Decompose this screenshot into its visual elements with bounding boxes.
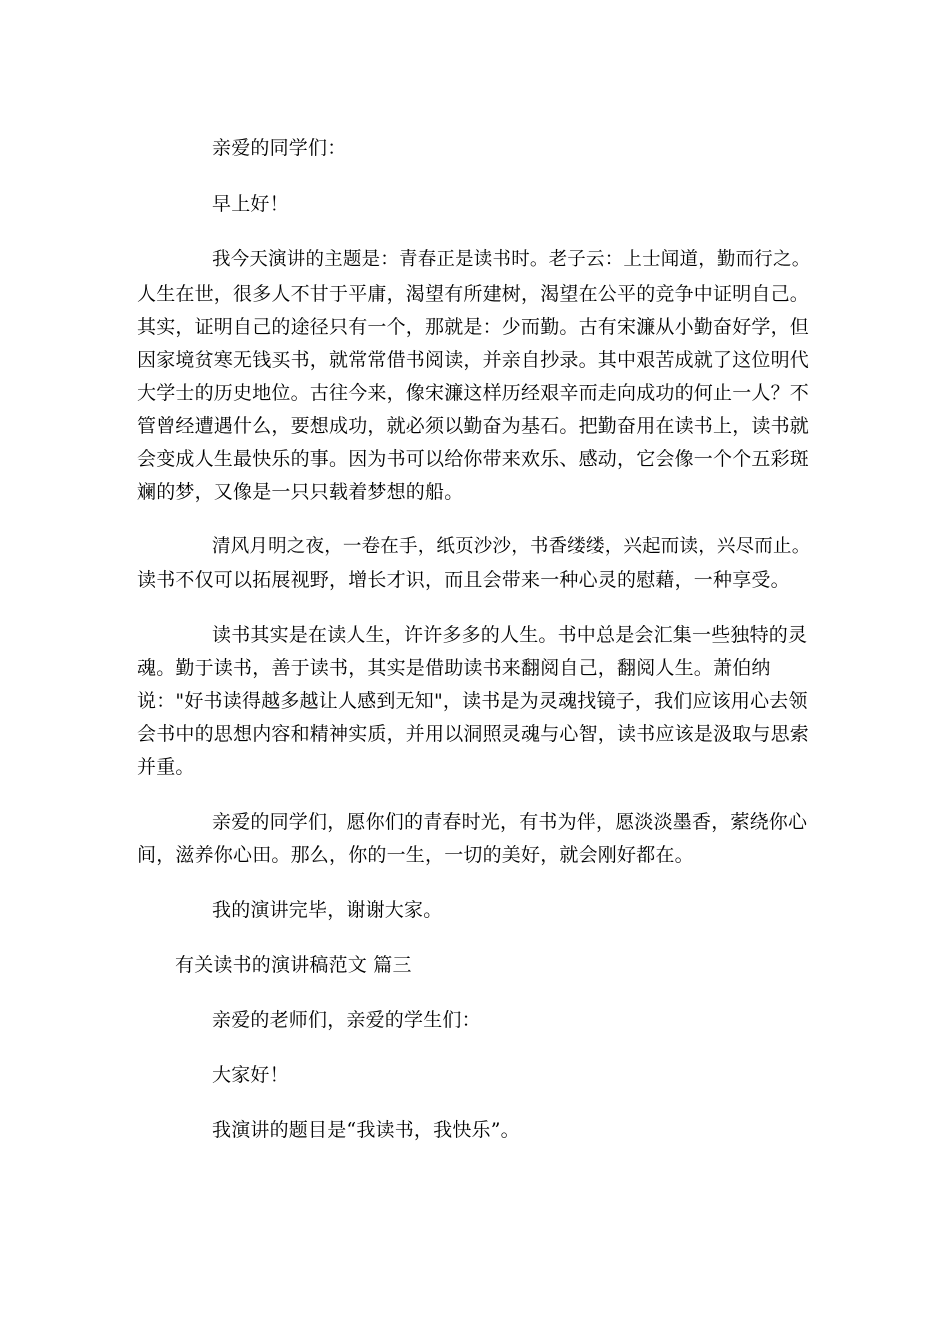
closing-line: 我的演讲完毕，谢谢大家。 — [212, 899, 443, 921]
section-heading: 有关读书的演讲稿范文 篇三 — [175, 954, 412, 976]
paragraph-line: 读书不仅可以拓展视野，增长才识，而且会带来一种心灵的慰藉，一种享受。 — [137, 569, 790, 591]
paragraph-line: 会变成人生最快乐的事。因为书可以给你带来欢乐、感动，它会像一个个五彩斑 — [137, 448, 810, 470]
paragraph-line: 读书其实是在读人生，许许多多的人生。书中总是会汇集一些独特的灵 — [212, 624, 808, 646]
topic-line: 我演讲的题目是“我读书，我快乐”。 — [212, 1119, 520, 1141]
paragraph-line: 管曾经遭遇什么，要想成功，就必须以勤奋为基石。把勤奋用在读书上，读书就 — [137, 415, 810, 437]
greeting: 大家好！ — [212, 1064, 289, 1086]
paragraph-line: 魂。勤于读书，善于读书，其实是借助读书来翻阅自己，翻阅人生。萧伯纳 — [137, 657, 771, 679]
paragraph-line: 其实，证明自己的途径只有一个，那就是：少而勤。古有宋濂从小勤奋好学，但 — [137, 316, 810, 338]
paragraph-line: 人生在世，很多人不甘于平庸，渴望有所建树，渴望在公平的竞争中证明自己。 — [137, 283, 810, 305]
paragraph-line: 斓的梦，又像是一只只载着梦想的船。 — [137, 481, 464, 503]
greeting: 早上好！ — [212, 193, 289, 215]
salutation: 亲爱的同学们： — [212, 137, 347, 159]
paragraph-line: 间，滋养你心田。那么，你的一生，一切的美好，就会刚好都在。 — [137, 844, 694, 866]
paragraph-line: 因家境贫寒无钱买书，就常常借书阅读，并亲自抄录。其中艰苦成就了这位明代 — [137, 349, 810, 371]
paragraph-line: 会书中的思想内容和精神实质，并用以洞照灵魂与心智，读书应该是汲取与思索 — [137, 723, 810, 745]
paragraph-line: 大学士的历史地位。古往今来，像宋濂这样历经艰辛而走向成功的何止一人？不 — [137, 382, 810, 404]
paragraph-line: 我今天演讲的主题是：青春正是读书时。老子云：上士闻道，勤而行之。 — [212, 249, 811, 270]
paragraph-line: 亲爱的同学们，愿你们的青春时光，有书为伴，愿淡淡墨香，萦绕你心 — [212, 811, 808, 833]
salutation: 亲爱的老师们，亲爱的学生们： — [212, 1009, 481, 1031]
paragraph-line: 并重。 — [137, 756, 195, 778]
paragraph-line: 说："好书读得越多越让人感到无知"，读书是为灵魂找镜子，我们应该用心去领 — [137, 690, 808, 712]
paragraph-line: 清风月明之夜，一卷在手，纸页沙沙，书香缕缕，兴起而读，兴尽而止。 — [212, 536, 811, 557]
